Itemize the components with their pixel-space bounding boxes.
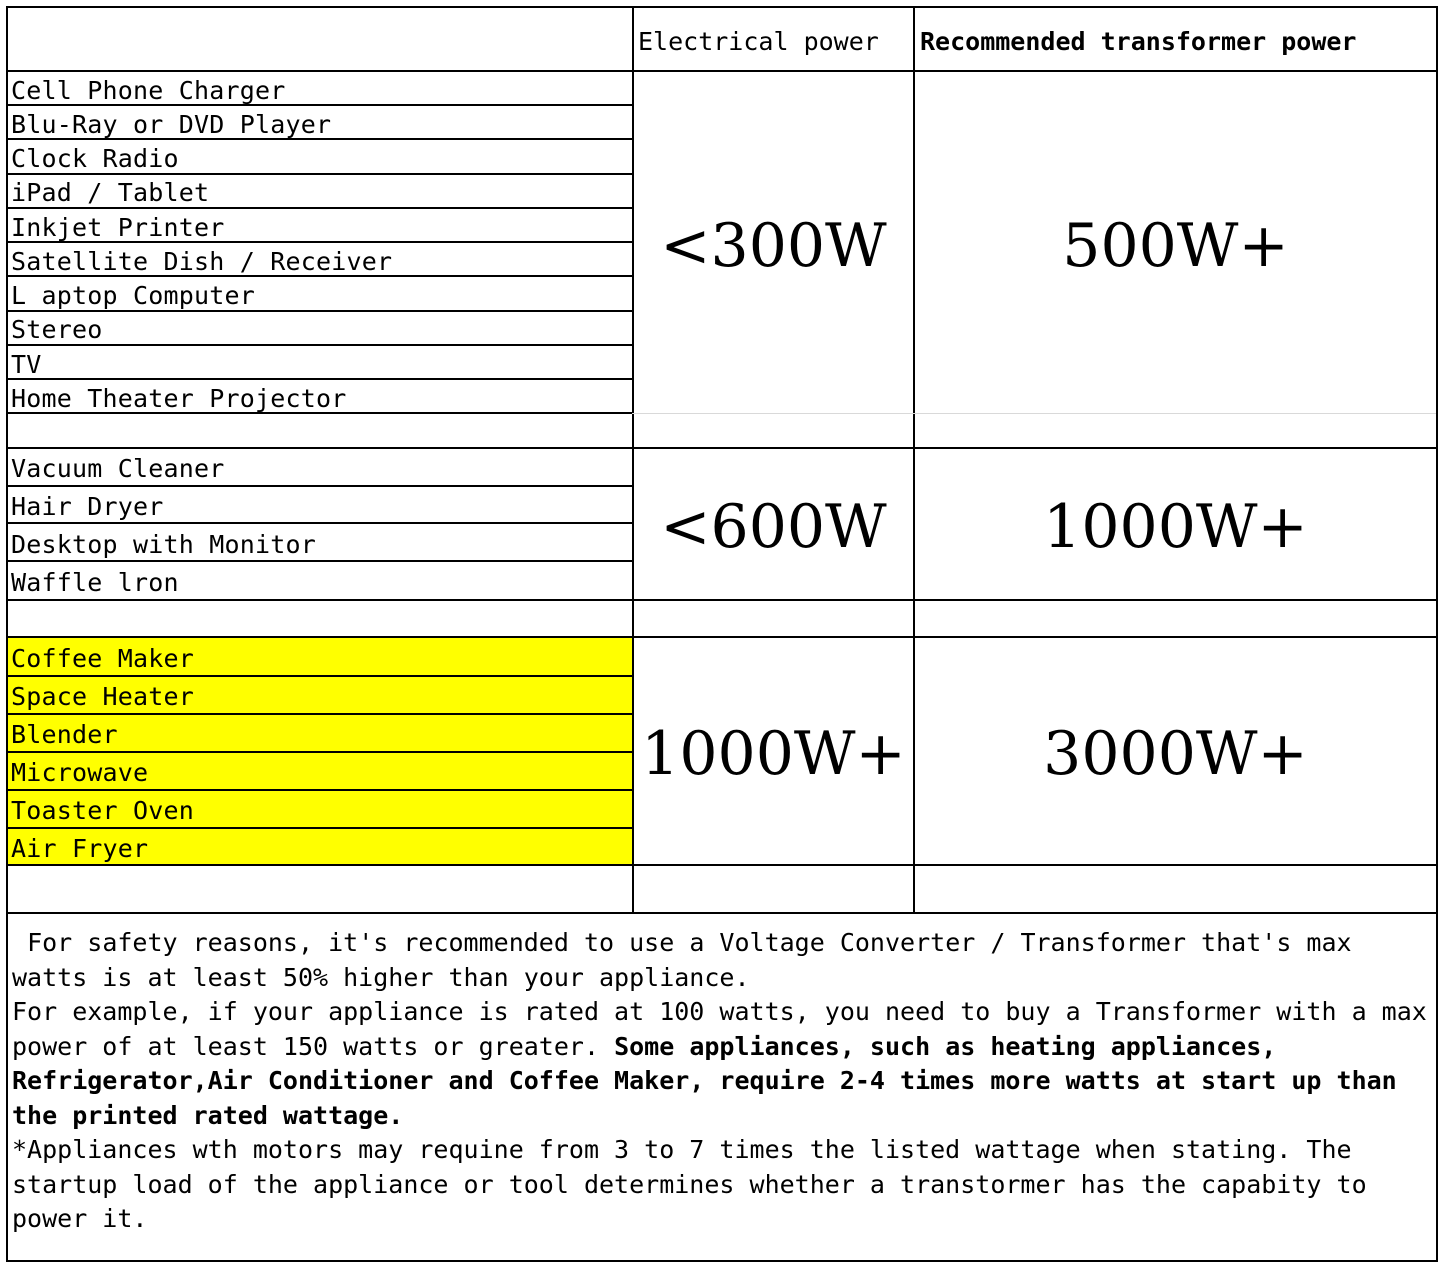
appliance-waffle-iron: Waffle lron xyxy=(11,568,179,597)
appliance-toaster-oven: Toaster Oven xyxy=(11,796,195,825)
appliance-vacuum-cleaner: Vacuum Cleaner xyxy=(11,454,225,483)
note-safety-recommendation: For safety reasons, it's recommended to use a Voltage Converter / Transformer that's max watts is at least 50% higher than your appliance. xyxy=(12,928,1367,992)
appliance-microwave: Microwave xyxy=(11,758,149,787)
group-rule xyxy=(8,864,1436,866)
header-recommended-transformer-power: Recommended transformer power xyxy=(920,27,1357,56)
group-3-recommended-power: 3000W+ xyxy=(1043,719,1308,789)
appliance-ipad-tablet: iPad / Tablet xyxy=(11,178,210,207)
note-example-text: For example, if your appliance is rated at 100 watts, you need to buy a Transformer with a max power of at least 150 watts or greater. xyxy=(12,997,1442,1061)
appliance-cell-phone-charger: Cell Phone Charger xyxy=(11,76,286,105)
appliance-air-fryer: Air Fryer xyxy=(11,834,149,863)
appliance-power-table xyxy=(6,6,1442,1262)
row-rule xyxy=(8,378,632,380)
group-3-electrical-power: 1000W+ xyxy=(641,719,906,789)
note-startup-warning: Some appliances, such as heating appliances, Refrigerator,Air Conditioner and Coffee Maker, require 2-4 times more watts at start up than the printed rated wattage. xyxy=(12,1031,1412,1130)
appliance-hair-dryer: Hair Dryer xyxy=(11,492,164,521)
header-electrical-power: Electrical power xyxy=(638,27,879,56)
appliance-home-theater-projector: Home Theater Projector xyxy=(11,384,347,413)
safety-notes xyxy=(12,926,1442,1237)
group-2-electrical-power: <600W xyxy=(660,492,887,562)
group-rule xyxy=(8,599,1436,601)
note-example xyxy=(12,995,1442,1133)
appliance-clock-radio: Clock Radio xyxy=(11,144,179,173)
appliance-coffee-maker: Coffee Maker xyxy=(11,644,195,673)
appliance-blender: Blender xyxy=(11,720,118,749)
appliance-blu-ray-dvd-player: Blu-Ray or DVD Player xyxy=(11,110,332,139)
table-bottom-rule xyxy=(8,912,1436,914)
group-1-recommended-power: 500W+ xyxy=(1062,211,1289,281)
group-rule xyxy=(8,447,1436,449)
appliance-space-heater: Space Heater xyxy=(11,682,195,711)
note-motors: *Appliances wth motors may requine from 3 to 7 times the listed wattage when stating. The startup load of the appliance or tool determines whether a transtormer has the capabity to power it. xyxy=(12,1135,1382,1233)
appliance-desktop-with-monitor: Desktop with Monitor xyxy=(11,530,317,559)
gridline-faint xyxy=(632,413,1436,414)
header-rule xyxy=(8,70,1436,72)
group-2-recommended-power: 1000W+ xyxy=(1043,492,1308,562)
group-1-electrical-power: <300W xyxy=(660,211,887,281)
appliance-inkjet-printer: Inkjet Printer xyxy=(11,213,225,242)
appliance-satellite-dish: Satellite Dish / Receiver xyxy=(11,247,393,276)
appliance-stereo: Stereo xyxy=(11,315,103,344)
appliance-tv: TV xyxy=(11,350,42,379)
appliance-laptop-computer: L aptop Computer xyxy=(11,281,256,310)
group-rule xyxy=(8,636,1436,638)
